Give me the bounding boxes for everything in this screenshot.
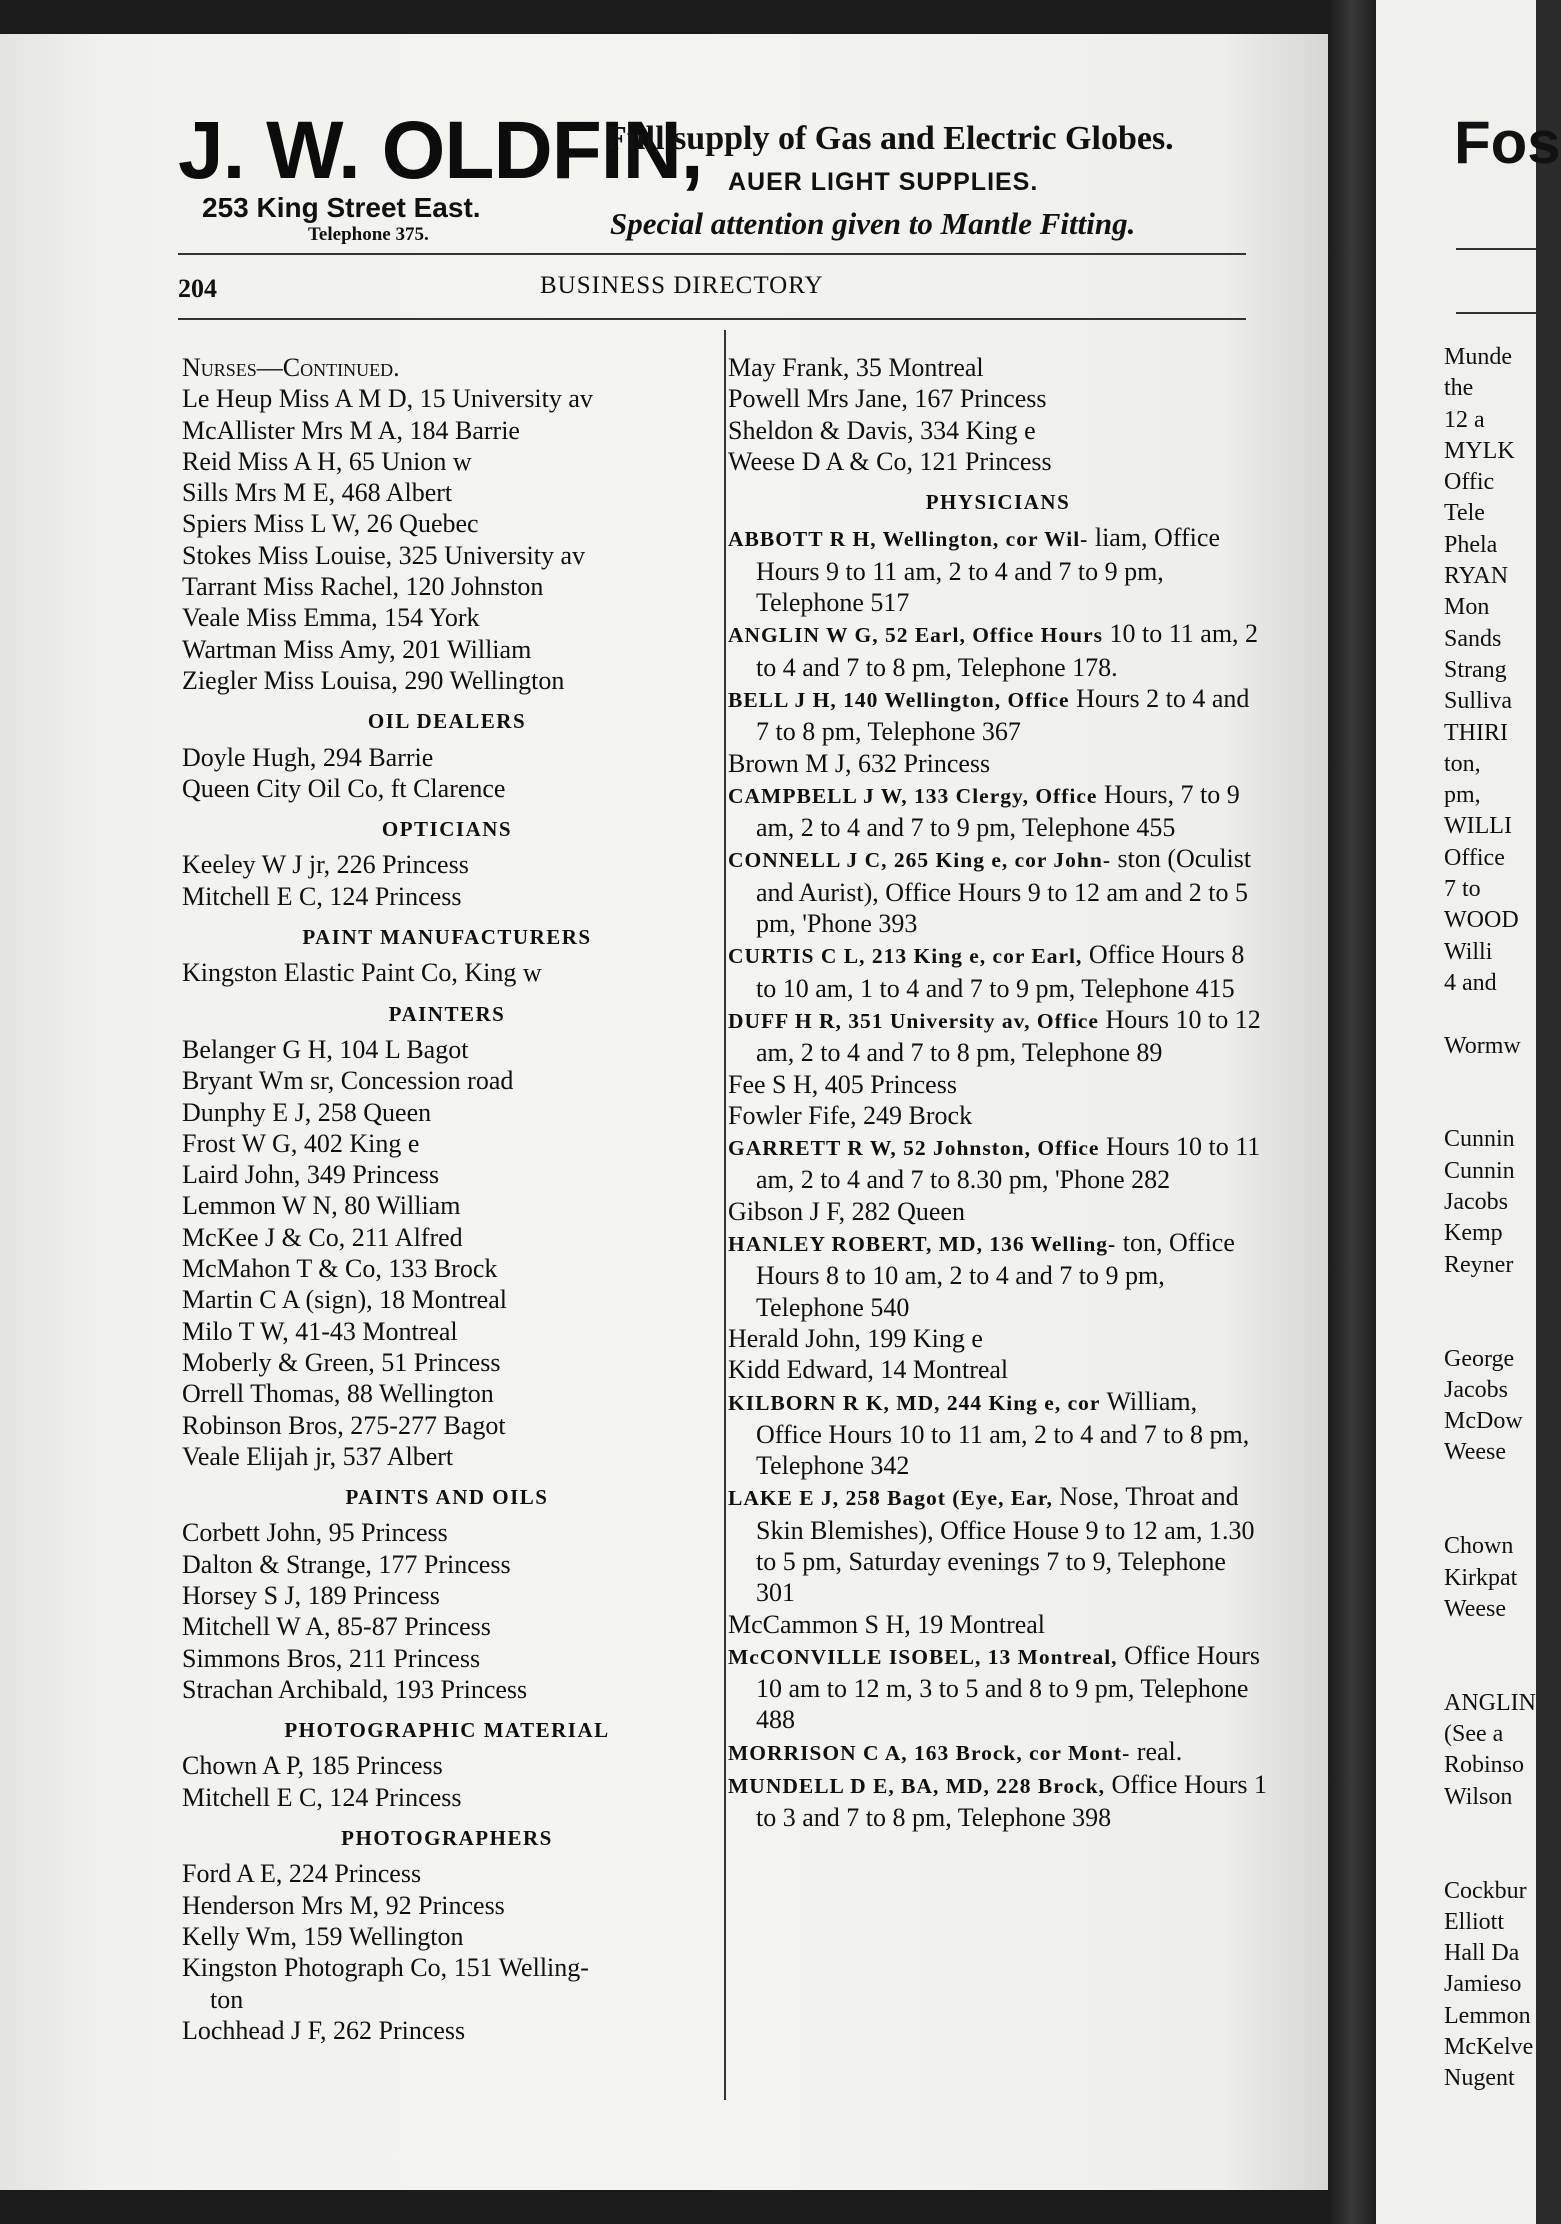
directory-listing: Le Heup Miss A M D, 15 University av (182, 384, 593, 414)
directory-entry (728, 1004, 1268, 1069)
facing-page-line (1444, 1469, 1536, 1500)
facing-page-line: Sands (1444, 625, 1502, 652)
facing-page-line: Cockbur (1444, 1877, 1527, 1904)
directory-listing: Powell Mrs Jane, 167 Princess (728, 384, 1047, 414)
directory-listing: Ford A E, 224 Princess (182, 1859, 422, 1889)
directory-entry (728, 1736, 1268, 1769)
facing-page-line: Robinso (1444, 1752, 1525, 1779)
directory-listing: Mitchell W A, 85-87 Princess (182, 1612, 491, 1642)
facing-page-line: the (1444, 375, 1474, 402)
entry-name: MORRISON C A, 163 Brock, cor Mont- (728, 1740, 1131, 1765)
facing-page-line: Cunnin (1444, 1157, 1515, 1184)
entry-name: LAKE E J, 258 Bagot (Eye, Ear, (728, 1486, 1053, 1511)
directory-entry (728, 1386, 1268, 1482)
directory-listing: McMahon T & Co, 133 Brock (182, 1254, 498, 1284)
facing-page-line: Weese (1444, 1595, 1507, 1622)
facing-page-line: Strang (1444, 656, 1507, 683)
facing-page-line: Reyner (1444, 1251, 1514, 1278)
facing-page-line: Lemmon (1444, 2002, 1531, 2029)
facing-page-line: McKelve (1444, 2034, 1534, 2061)
facing-page-line: Willi (1444, 938, 1493, 965)
facing-page-lines (1444, 342, 1536, 2095)
directory-listing: Milo T W, 41-43 Montreal (182, 1316, 458, 1346)
directory-listing: Veale Elijah jr, 537 Albert (182, 1441, 454, 1471)
facing-page-line: George (1444, 1345, 1515, 1372)
directory-listing: May Frank, 35 Montreal (728, 353, 984, 382)
facing-page-line: Elliott (1444, 1908, 1504, 1935)
left-column (182, 352, 712, 2046)
entry-name: CAMPBELL J W, 133 Clergy, Office (728, 783, 1098, 808)
directory-listing: Stokes Miss Louise, 325 University av (182, 540, 585, 570)
directory-listing: Tarrant Miss Rachel, 120 Johnston (182, 572, 544, 602)
entry-details: Hours 10 to 12 am, 2 to 4 and 7 to 8 pm, Telephone 89 (756, 1004, 1261, 1068)
directory-entry (728, 618, 1268, 683)
entry-details: ton, Office Hours 8 to 10 am, 2 to 4 and 7 to 9 pm, Telephone 540 (756, 1228, 1235, 1322)
directory-listing: Dalton & Strange, 177 Princess (182, 1549, 511, 1579)
directory-entry (728, 1481, 1268, 1608)
directory-entry (728, 779, 1268, 844)
directory-entry (728, 1131, 1268, 1196)
section-continued-label: Nurses—Continued. (182, 353, 400, 382)
section-heading: PHYSICIANS (925, 490, 1071, 515)
facing-page-line: Weese (1444, 1439, 1507, 1466)
directory-listing: Doyle Hugh, 294 Barrie (182, 742, 434, 772)
entry-details: Hours, 7 to 9 am, 2 to 4 and 7 to 9 pm, Telephone 455 (756, 779, 1240, 843)
ad-tagline-1: Full supply of Gas and Electric Globes. (606, 120, 1174, 157)
right-column (728, 352, 1268, 1834)
directory-listing: Reid Miss A H, 65 Union w (182, 446, 472, 476)
facing-page-line (1444, 1844, 1536, 1875)
facing-page-line: Kirkpat (1444, 1564, 1518, 1591)
directory-listing: Wartman Miss Amy, 201 William (182, 634, 532, 664)
entry-details: Hours 2 to 4 and 7 to 8 pm, Telephone 367 (756, 683, 1250, 747)
entry-name: CONNELL J C, 265 King e, cor John- (728, 848, 1112, 873)
entry-details: Hours 10 to 11 am, 2 to 4 and 7 to 8.30 pm, 'Phone 282 (756, 1132, 1261, 1195)
facing-page-line: Nugent (1444, 2065, 1515, 2092)
directory-entry (728, 843, 1268, 939)
entry-details: real. (1136, 1736, 1183, 1766)
facing-page-line: Chown (1444, 1533, 1514, 1560)
facing-page-line: McDow (1444, 1408, 1523, 1435)
directory-listing: Frost W G, 402 King e (182, 1128, 420, 1158)
facing-page-rule (1456, 248, 1536, 250)
entry-name: ANGLIN W G, 52 Earl, Office Hours (728, 623, 1104, 648)
directory-listing: Laird John, 349 Princess (182, 1160, 440, 1190)
directory-listing: Henderson Mrs M, 92 Princess (182, 1890, 505, 1920)
facing-page-line: Jacobs (1444, 1189, 1508, 1216)
entry-details: Office Hours 8 to 10 am, 1 to 4 and 7 to 9 pm, Telephone 415 (756, 940, 1245, 1003)
facing-page-line: Jamieso (1444, 1971, 1522, 1998)
directory-entry (728, 1227, 1268, 1323)
directory-listing: Chown A P, 185 Princess (182, 1751, 443, 1781)
facing-page-line: THIRI (1444, 719, 1508, 746)
directory-listing: Belanger G H, 104 L Bagot (182, 1034, 469, 1064)
directory-listing: Sheldon & Davis, 334 King e (728, 415, 1036, 445)
advertiser-phone: Telephone 375. (308, 224, 429, 245)
directory-listing: McKee J & Co, 211 Alfred (182, 1222, 463, 1252)
entry-name: GARRETT R W, 52 Johnston, Office (728, 1136, 1100, 1161)
facing-page-line (1444, 1312, 1536, 1343)
facing-page (1376, 0, 1561, 2224)
entry-name: HANLEY ROBERT, MD, 136 Welling- (728, 1232, 1117, 1257)
directory-listing: Weese D A & Co, 121 Princess (728, 446, 1052, 476)
entry-details: William, Office Hours 10 to 11 am, 2 to 4 and 7 to 8 pm, Telephone 342 (756, 1386, 1250, 1481)
directory-listing: Bryant Wm sr, Concession road (182, 1066, 514, 1096)
directory-entry (728, 1640, 1268, 1736)
book-gutter (1328, 0, 1376, 2224)
facing-page-line: Cunnin (1444, 1126, 1515, 1153)
directory-listing: McCammon S H, 19 Montreal (728, 1609, 1046, 1639)
entry-details: 10 to 11 am, 2 to 4 and 7 to 8 pm, Telephone 178. (756, 619, 1259, 682)
directory-listing: Strachan Archibald, 193 Princess (182, 1674, 528, 1704)
running-head: BUSINESS DIRECTORY (540, 272, 824, 299)
directory-listing: Martin C A (sign), 18 Montreal (182, 1285, 507, 1315)
directory-listing: Fee S H, 405 Princess (728, 1069, 957, 1099)
directory-listing: Ziegler Miss Louisa, 290 Wellington (182, 665, 565, 695)
entry-name: ABBOTT R H, Wellington, cor Wil- (728, 527, 1089, 552)
facing-page-line: Jacobs (1444, 1376, 1508, 1403)
facing-page-line (1444, 999, 1536, 1030)
directory-listing: Corbett John, 95 Princess (182, 1518, 448, 1548)
directory-listing: Keeley W J jr, 226 Princess (182, 850, 469, 880)
directory-listing: Lochhead J F, 262 Princess (182, 2015, 466, 2045)
page-number: 204 (178, 274, 217, 303)
facing-page-line (1444, 1093, 1536, 1124)
directory-listing: Orrell Thomas, 88 Wellington (182, 1379, 494, 1409)
ad-tagline-3: Special attention given to Mantle Fitting. (610, 206, 1136, 241)
directory-listing: Robinson Bros, 275-277 Bagot (182, 1410, 506, 1440)
directory-listing: Spiers Miss L W, 26 Quebec (182, 509, 479, 539)
entry-name: DUFF H R, 351 University av, Office (728, 1008, 1099, 1033)
facing-page-line: Kemp (1444, 1220, 1503, 1247)
directory-listing: Brown M J, 632 Princess (728, 748, 991, 778)
facing-page-line: Tele (1444, 500, 1485, 527)
entry-details: Office Hours 1 to 3 and 7 to 8 pm, Telephone 398 (756, 1770, 1267, 1833)
facing-page-line: Wilson (1444, 1783, 1513, 1810)
facing-page-line: Sulliva (1444, 688, 1513, 715)
scan-top-border (0, 0, 1328, 34)
section-heading: OPTICIANS (381, 817, 513, 842)
facing-page-line: 12 a (1444, 406, 1485, 433)
facing-page-line (1444, 1656, 1536, 1687)
entry-details: Nose, Throat and Skin Blemishes), Office House 9 to 12 am, 1.30 to 5 pm, Saturday evenings 7 to 9, Telephone 301 (756, 1482, 1255, 1608)
directory-listing: Kingston Elastic Paint Co, King w (182, 958, 542, 988)
directory-listing: Kingston Photograph Co, 151 Welling- (182, 1953, 589, 1983)
facing-page-line: Offic (1444, 469, 1495, 496)
facing-page-line: Phela (1444, 531, 1498, 558)
entry-details: liam, Office Hours 9 to 11 am, 2 to 4 and 7 to 9 pm, Telephone 517 (756, 523, 1220, 618)
facing-page-line: Wormw (1444, 1032, 1521, 1059)
facing-page-line: Mon (1444, 594, 1490, 621)
facing-page-line: MYLK (1444, 437, 1515, 464)
facing-page-line: 7 to (1444, 876, 1481, 903)
facing-page-line: Munde (1444, 344, 1512, 370)
advertisement-header (178, 105, 1258, 258)
entry-name: McCONVILLE ISOBEL, 13 Montreal, (728, 1644, 1118, 1669)
facing-page-title: Fos (1454, 109, 1561, 176)
facing-page-line (1444, 1813, 1536, 1844)
facing-page-line: pm, (1444, 782, 1481, 809)
directory-listing: Mitchell E C, 124 Princess (182, 1782, 462, 1812)
directory-listing: Sills Mrs M E, 468 Albert (182, 478, 453, 508)
entry-name: MUNDELL D E, BA, MD, 228 Brock, (728, 1774, 1106, 1799)
facing-page-line: ton, (1444, 750, 1481, 777)
advertiser-name: J. W. OLDFIN, (178, 105, 703, 196)
section-heading: OIL DEALERS (367, 709, 527, 734)
directory-listing: Kidd Edward, 14 Montreal (728, 1355, 1009, 1385)
entry-details: ston (Oculist and Aurist), Office Hours 9 to 12 am and 2 to 5 pm, 'Phone 393 (756, 844, 1252, 939)
facing-page-line: (See a (1444, 1721, 1504, 1748)
directory-listing: Simmons Bros, 211 Princess (182, 1643, 481, 1673)
directory-listing: Kelly Wm, 159 Wellington (182, 1921, 464, 1951)
directory-listing: Lemmon W N, 80 William (182, 1191, 461, 1221)
entry-name: BELL J H, 140 Wellington, Office (728, 687, 1070, 712)
facing-page-rule (1456, 312, 1536, 314)
facing-page-line: WILLI (1444, 813, 1512, 840)
section-heading: PHOTOGRAPHERS (341, 1826, 553, 1851)
directory-entry (728, 1769, 1268, 1834)
directory-listing: Moberly & Green, 51 Princess (182, 1347, 501, 1377)
entry-details: Office Hours 10 am to 12 m, 3 to 5 and 8 to 9 pm, Telephone 488 (756, 1640, 1261, 1735)
section-heading: PAINT MANUFACTURERS (302, 925, 592, 950)
facing-page-line: Hall Da (1444, 1940, 1520, 1967)
scan-bottom-border (0, 2190, 1328, 2224)
directory-listing: Mitchell E C, 124 Princess (182, 881, 462, 911)
facing-page-line (1444, 1062, 1536, 1093)
column-divider (724, 330, 726, 2100)
facing-page-line: Office (1444, 844, 1505, 871)
directory-entry (728, 522, 1268, 618)
section-heading: PHOTOGRAPHIC MATERIAL (284, 1718, 610, 1743)
directory-listing: Gibson J F, 282 Queen (728, 1196, 965, 1226)
facing-page-line (1444, 1500, 1536, 1531)
entry-name: KILBORN R K, MD, 244 King e, cor (728, 1390, 1101, 1415)
directory-listing: Veale Miss Emma, 154 York (182, 603, 480, 633)
directory-listing: Dunphy E J, 258 Queen (182, 1097, 432, 1127)
facing-page-line: 4 and (1444, 969, 1497, 996)
section-heading: PAINTERS (388, 1001, 506, 1026)
section-heading: PAINTS AND OILS (345, 1485, 549, 1510)
facing-page-line: WOOD (1444, 907, 1519, 934)
directory-listing: ton (210, 1984, 244, 2014)
directory-entry (728, 683, 1268, 748)
facing-page-line (1444, 1625, 1536, 1656)
directory-listing: Horsey S J, 189 Princess (182, 1580, 440, 1610)
facing-page-line: RYAN (1444, 563, 1509, 590)
ad-tagline-2: AUER LIGHT SUPPLIES. (728, 168, 1039, 196)
directory-entry (728, 939, 1268, 1004)
directory-listing: Herald John, 199 King e (728, 1323, 983, 1353)
running-head-rule (178, 318, 1246, 320)
directory-listing: Fowler Fife, 249 Brock (728, 1100, 973, 1130)
facing-page-line: ANGLIN (1444, 1689, 1536, 1716)
directory-listing: McAllister Mrs M A, 184 Barrie (182, 415, 520, 445)
entry-name: CURTIS C L, 213 King e, cor Earl, (728, 944, 1083, 969)
directory-listing: Queen City Oil Co, ft Clarence (182, 773, 506, 803)
facing-page-line (1444, 1281, 1536, 1312)
header-rule (178, 253, 1246, 255)
advertiser-address: 253 King Street East. (202, 192, 481, 223)
